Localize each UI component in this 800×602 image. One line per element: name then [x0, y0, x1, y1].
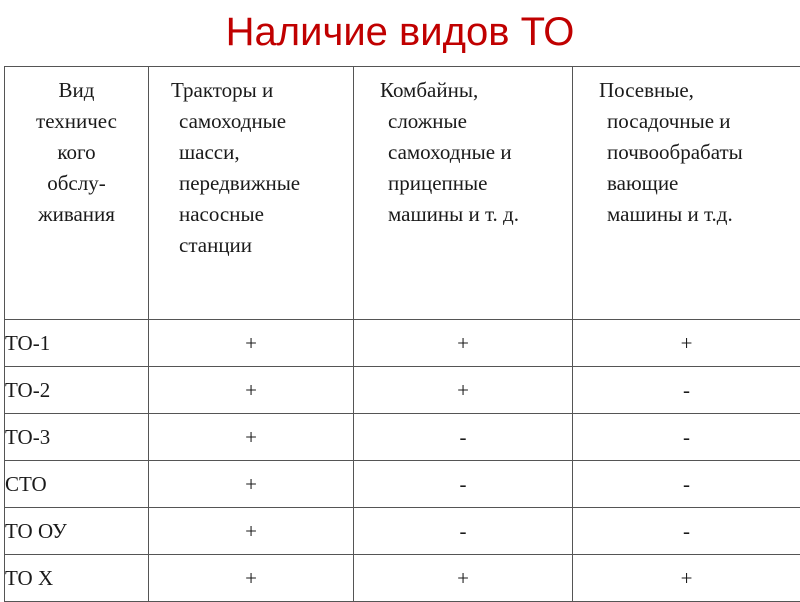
header-line: машины и т. д. [388, 199, 566, 230]
table-cell: - [354, 414, 573, 461]
header-line: кого [9, 137, 144, 168]
table-row [5, 461, 800, 508]
table-cell: + [149, 367, 354, 414]
table-row [5, 508, 800, 555]
table-cell: - [573, 367, 800, 414]
table-cell: - [573, 508, 800, 555]
header-cell-combines [354, 67, 573, 320]
table-cell: + [149, 461, 354, 508]
table-cell: + [149, 508, 354, 555]
table-cell: + [149, 414, 354, 461]
header-line: прицепные [388, 168, 566, 199]
header-line: передвижные [179, 168, 347, 199]
page-title: Наличие видов ТО [0, 6, 800, 58]
header-line: техничес [9, 106, 144, 137]
row-label: ТО Х [5, 555, 149, 602]
header-line: самоходные и [388, 137, 566, 168]
row-label: ТО-3 [5, 414, 149, 461]
table-cell: + [149, 555, 354, 602]
header-line: посадочные и [607, 106, 796, 137]
table-row [5, 414, 800, 461]
row-label: ТО-2 [5, 367, 149, 414]
table-cell: - [573, 461, 800, 508]
header-cell-seeders [573, 67, 800, 320]
table-cell: + [573, 555, 800, 602]
header-cell-maintenance-type [5, 67, 149, 320]
header-line: машины и т.д. [607, 199, 796, 230]
table-row [5, 367, 800, 414]
table-header-row [5, 67, 800, 320]
row-label: СТО [5, 461, 149, 508]
header-line: Тракторы и [171, 75, 347, 106]
row-label: ТО ОУ [5, 508, 149, 555]
header-line: станции [179, 230, 347, 261]
table-cell: + [573, 320, 800, 367]
table-row [5, 320, 800, 367]
header-line: вающие [607, 168, 796, 199]
header-line: обслу- [9, 168, 144, 199]
header-line: Вид [9, 75, 144, 106]
table-cell: + [354, 320, 573, 367]
header-line: Комбайны, [380, 75, 566, 106]
header-line: сложные [388, 106, 566, 137]
header-line: Посевные, [599, 75, 796, 106]
table-cell: - [354, 461, 573, 508]
table-cell: + [354, 367, 573, 414]
maintenance-types-table [4, 66, 800, 602]
table-cell: - [354, 508, 573, 555]
header-line: насосные [179, 199, 347, 230]
table-row [5, 555, 800, 602]
header-line: почвообрабаты [607, 137, 796, 168]
row-label: ТО-1 [5, 320, 149, 367]
table-cell: + [354, 555, 573, 602]
header-cell-tractors [149, 67, 354, 320]
header-line: живания [9, 199, 144, 230]
header-line: шасси, [179, 137, 347, 168]
header-line: самоходные [179, 106, 347, 137]
table-cell: + [149, 320, 354, 367]
table-cell: - [573, 414, 800, 461]
